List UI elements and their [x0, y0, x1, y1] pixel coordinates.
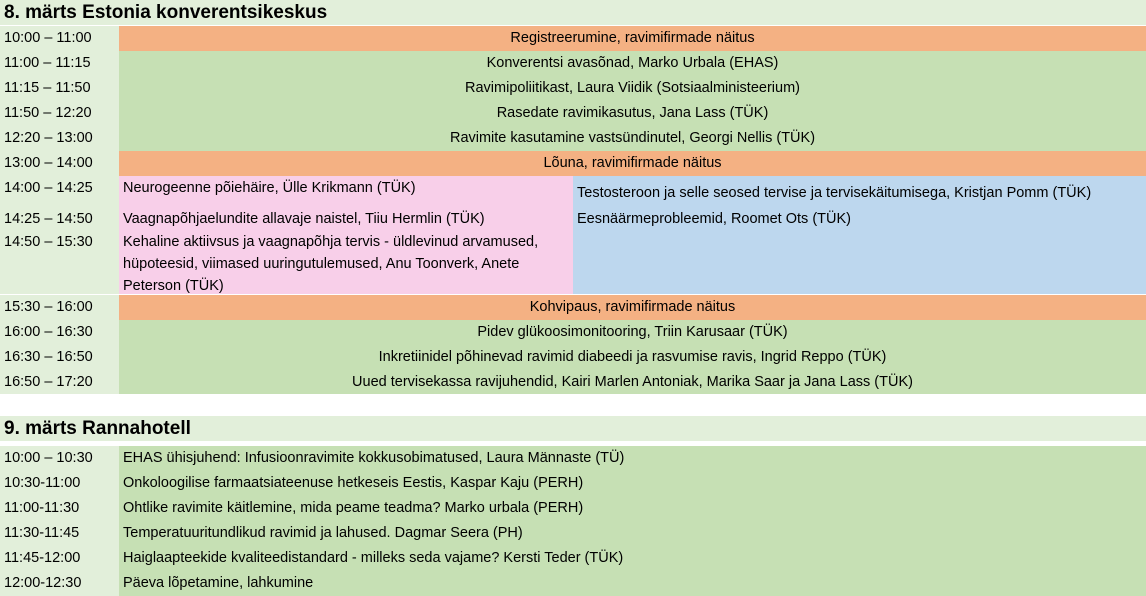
day1-title: 8. märts Estonia konverentsikeskus [0, 0, 1146, 25]
session-cell: EHAS ühisjuhend: Infusioonravimite kokkusobimatused, Laura Männaste (TÜ) [119, 446, 1146, 471]
time-cell: 12:20 – 13:00 [0, 126, 119, 151]
session-cell: Onkoloogilise farmaatsiateenuse hetkeseis Eestis, Kaspar Kaju (PERH) [119, 471, 1146, 496]
schedule-row [0, 295, 1146, 320]
time-cell: 11:15 – 11:50 [0, 76, 119, 101]
track-b-session: Testosteroon ja selle seosed tervise ja tervisekäitumisega, Kristjan Pomm (TÜK) [577, 185, 1092, 201]
schedule-row [0, 446, 1146, 471]
schedule-row [0, 521, 1146, 546]
time-cell: 16:00 – 16:30 [0, 320, 119, 345]
time-cell: 10:30-11:00 [0, 471, 119, 496]
schedule-row [0, 571, 1146, 596]
session-cell: Konverentsi avasõnad, Marko Urbala (EHAS) [119, 51, 1146, 76]
schedule-row [0, 151, 1146, 176]
track-a-session: Kehaline aktiivsus ja vaagnapõhja tervis - üldlevinud arvamused, hüpoteesid, viimased uuringutulemused, Anu Toonverk, Anete Peterson (TÜK) [123, 234, 539, 294]
schedule-row [0, 126, 1146, 151]
track-b-session: Eesnäärmeprobleemid, Roomet Ots (TÜK) [577, 211, 851, 227]
schedule-row [0, 26, 1146, 51]
schedule-row [0, 320, 1146, 345]
session-cell: Temperatuuritundlikud ravimid ja lahused. Dagmar Seera (PH) [119, 521, 1146, 546]
time-cell: 11:50 – 12:20 [0, 101, 119, 126]
session-cell: Ravimite kasutamine vastsündinutel, Georgi Nellis (TÜK) [119, 126, 1146, 151]
session-cell: Ravimipoliitikast, Laura Viidik (Sotsiaalministeerium) [119, 76, 1146, 101]
time-cell: 15:30 – 16:00 [0, 295, 119, 320]
schedule-row [0, 51, 1146, 76]
session-cell: Inkretiinidel põhinevad ravimid diabeedi ja rasvumise ravis, Ingrid Reppo (TÜK) [119, 345, 1146, 370]
session-cell: Registreerumine, ravimifirmade näitus [119, 26, 1146, 51]
schedule-row [0, 101, 1146, 126]
track-a-session: Vaagnapõhjaelundite allavaje naistel, Tiiu Hermlin (TÜK) [123, 211, 485, 227]
time-cell: 16:30 – 16:50 [0, 345, 119, 370]
time-cell: 16:50 – 17:20 [0, 370, 119, 395]
schedule-row [0, 370, 1146, 395]
session-cell: Lõuna, ravimifirmade näitus [119, 151, 1146, 176]
schedule-row [0, 345, 1146, 370]
schedule-row [0, 471, 1146, 496]
time-cell: 13:00 – 14:00 [0, 151, 119, 176]
time-cell: 14:00 – 14:25 [0, 176, 119, 207]
schedule-row [0, 546, 1146, 571]
time-cell: 14:50 – 15:30 [0, 231, 119, 294]
session-cell: Uued tervisekassa ravijuhendid, Kairi Marlen Antoniak, Marika Saar ja Jana Lass (TÜK) [119, 370, 1146, 395]
session-cell: Pidev glükoosimonitooring, Triin Karusaar (TÜK) [119, 320, 1146, 345]
session-cell: Kohvipaus, ravimifirmade näitus [119, 295, 1146, 320]
time-cell: 12:00-12:30 [0, 571, 119, 596]
time-cell: 11:30-11:45 [0, 521, 119, 546]
time-cell: 14:25 – 14:50 [0, 207, 119, 231]
track-a-session: Neurogeenne põiehäire, Ülle Krikmann (TÜK) [123, 180, 416, 196]
time-cell: 11:00-11:30 [0, 496, 119, 521]
session-cell: Haiglaapteekide kvaliteedistandard - milleks seda vajame? Kersti Teder (TÜK) [119, 546, 1146, 571]
time-cell: 11:00 – 11:15 [0, 51, 119, 76]
day2-title: 9. märts Rannahotell [0, 416, 1146, 441]
time-cell: 10:00 – 10:30 [0, 446, 119, 471]
time-cell: 11:45-12:00 [0, 546, 119, 571]
track-a-block [119, 176, 573, 294]
session-cell: Ohtlike ravimite käitlemine, mida peame teadma? Marko urbala (PERH) [119, 496, 1146, 521]
session-cell: Rasedate ravimikasutus, Jana Lass (TÜK) [119, 101, 1146, 126]
session-cell: Päeva lõpetamine, lahkumine [119, 571, 1146, 596]
time-cell: 10:00 – 11:00 [0, 26, 119, 51]
track-b-block [573, 176, 1146, 294]
schedule-row [0, 76, 1146, 101]
schedule-row [0, 496, 1146, 521]
day-separator [0, 394, 1146, 412]
